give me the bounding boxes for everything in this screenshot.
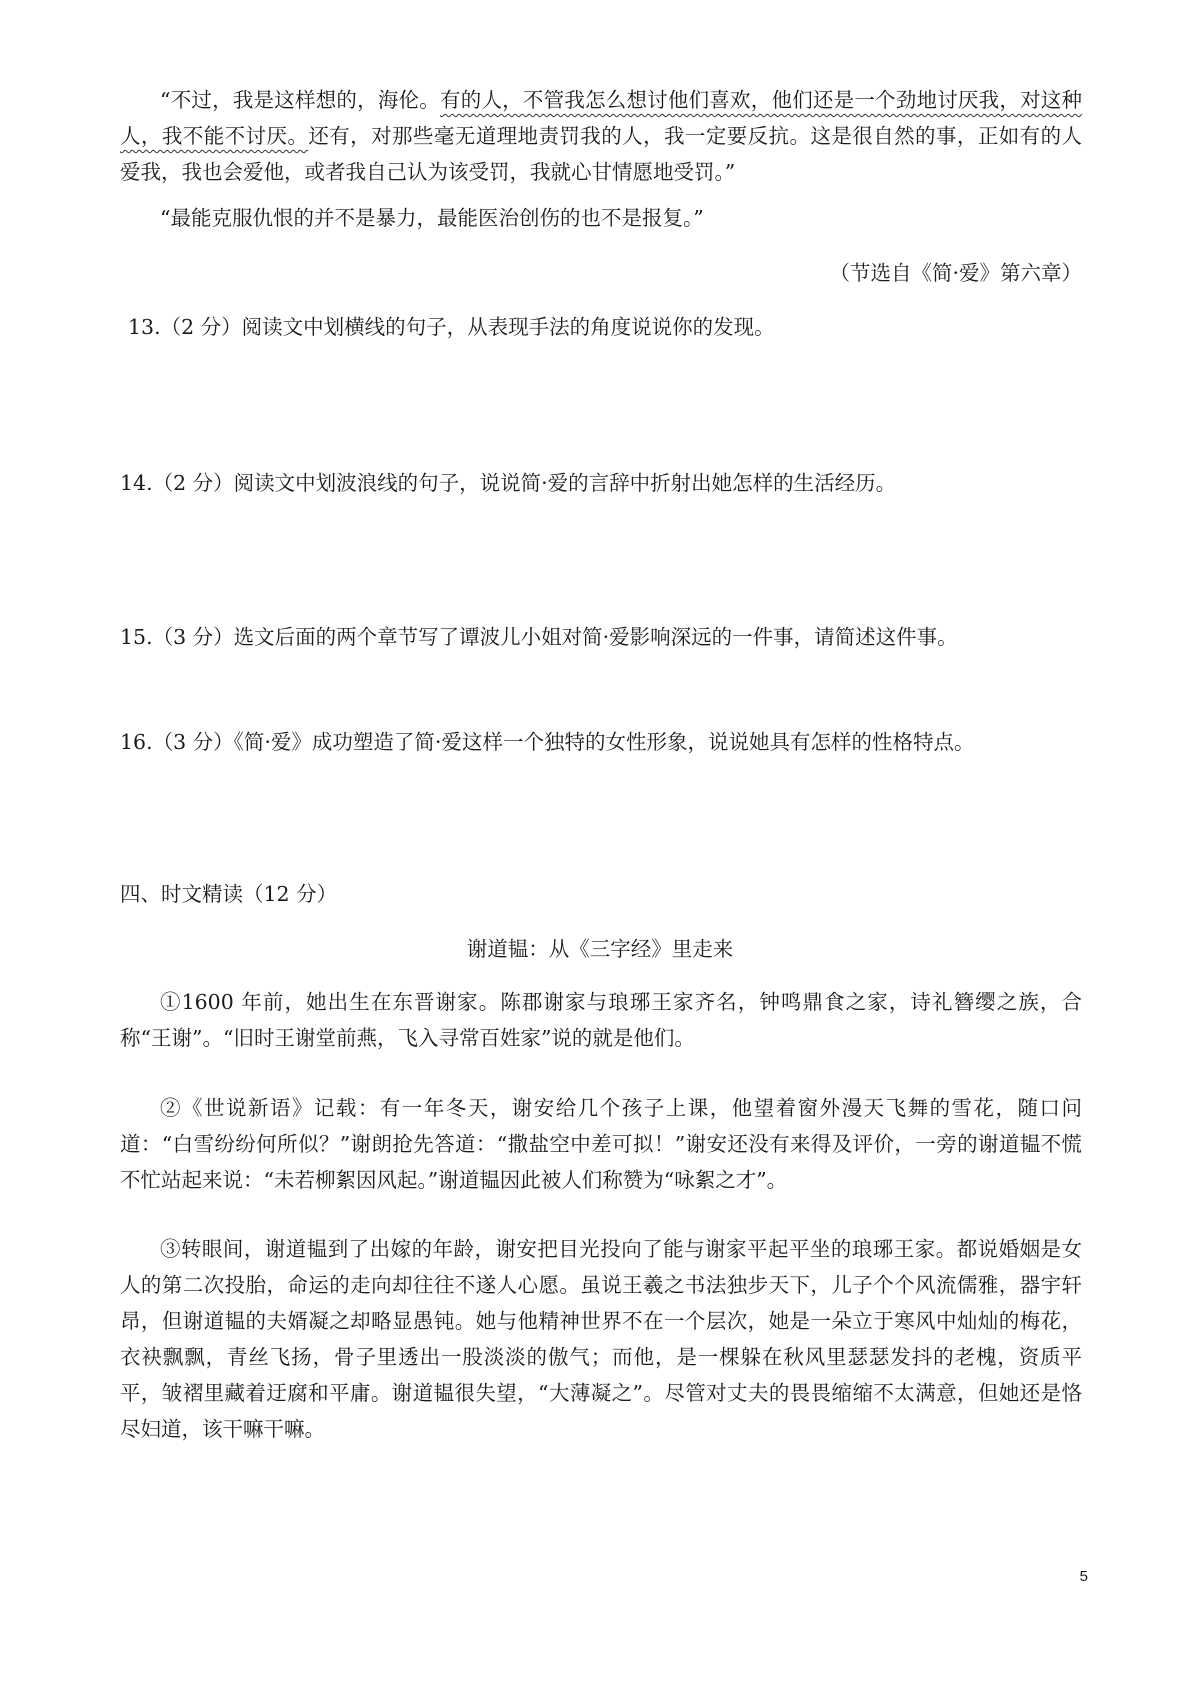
question-15: 15.（3 分）选文后面的两个章节写了谭波儿小姐对简·爱影响深远的一件事，请简述这件事。 (120, 625, 958, 649)
article-paragraph-1: ①1600 年前，她出生在东晋谢家。陈郡谢家与琅琊王家齐名，钟鸣鼎食之家，诗礼簪缨之族，合称“王谢”。“旧时王谢堂前燕，飞入寻常百姓家”说的就是他们。 (120, 990, 1082, 1050)
question-13: 13.（2 分）阅读文中划横线的句子，从表现手法的角度说说你的发现。 (128, 315, 775, 339)
passage-source: （节选自《简·爱》第六章） (829, 261, 1082, 285)
passage-text: 还有，对那些毫无道理地责罚我的人，我一定要反抗。这是很自然的事，正如有的人爱我，我也会爱他，或者我自己认为该受罚，我就心甘情愿地受罚。” (120, 124, 1083, 184)
article-title: 谢道韫：从《三字经》里走来 (466, 937, 734, 961)
section-heading: 四、时文精读（12 分） (120, 882, 338, 906)
article-paragraph-2: ②《世说新语》记载：有一年冬天，谢安给几个孩子上课，他望着窗外漫天飞舞的雪花，随口问道：“白雪纷纷何所似？”谢朗抢先答道：“撒盐空中差可拟！”谢安还没有来得及评价，一旁的谢道韫不慌不忙站起来说：“未若柳絮因风起。”谢道韫因此被人们称赞为“咏絮之才”。 (120, 1096, 1082, 1192)
wavy-underlined-sentence: 有的人，不管我怎么想讨他们喜欢，他们还是一个劲地讨厌我，对这种人，我不能不讨厌。 (120, 88, 1083, 148)
page-number: 5 (1079, 1568, 1088, 1585)
question-14: 14.（2 分）阅读文中划波浪线的句子，说说简·爱的言辞中折射出她怎样的生活经历。 (120, 471, 897, 495)
passage-paragraph-1 (120, 82, 1082, 190)
question-16: 16.（3 分）《简·爱》成功塑造了简·爱这样一个独特的女性形象，说说她具有怎样的性格特点。 (120, 730, 975, 754)
passage-paragraph-2: “最能克服仇恨的并不是暴力，最能医治创伤的也不是报复。” (160, 206, 704, 230)
passage-text: “不过，我是这样想的，海伦。 (160, 88, 441, 112)
article-paragraph-3: ③转眼间，谢道韫到了出嫁的年龄，谢安把目光投向了能与谢家平起平坐的琅琊王家。都说婚姻是女人的第二次投胎，命运的走向却往往不遂人心愿。虽说王羲之书法独步天下，儿子个个风流儒雅，器宇轩昂，但谢道韫的夫婿凝之却略显愚钝。她与他精神世界不在一个层次，她是一朵立于寒风中灿灿的梅花，衣袂飘飘，青丝飞扬，骨子里透出一股淡淡的傲气；而他，是一棵躲在秋风里瑟瑟发抖的老槐，资质平平，皱褶里藏着迂腐和平庸。谢道韫很失望，“大薄凝之”。尽管对丈夫的畏畏缩缩不太满意，但她还是恪尽妇道，该干嘛干嘛。 (120, 1237, 1082, 1441)
